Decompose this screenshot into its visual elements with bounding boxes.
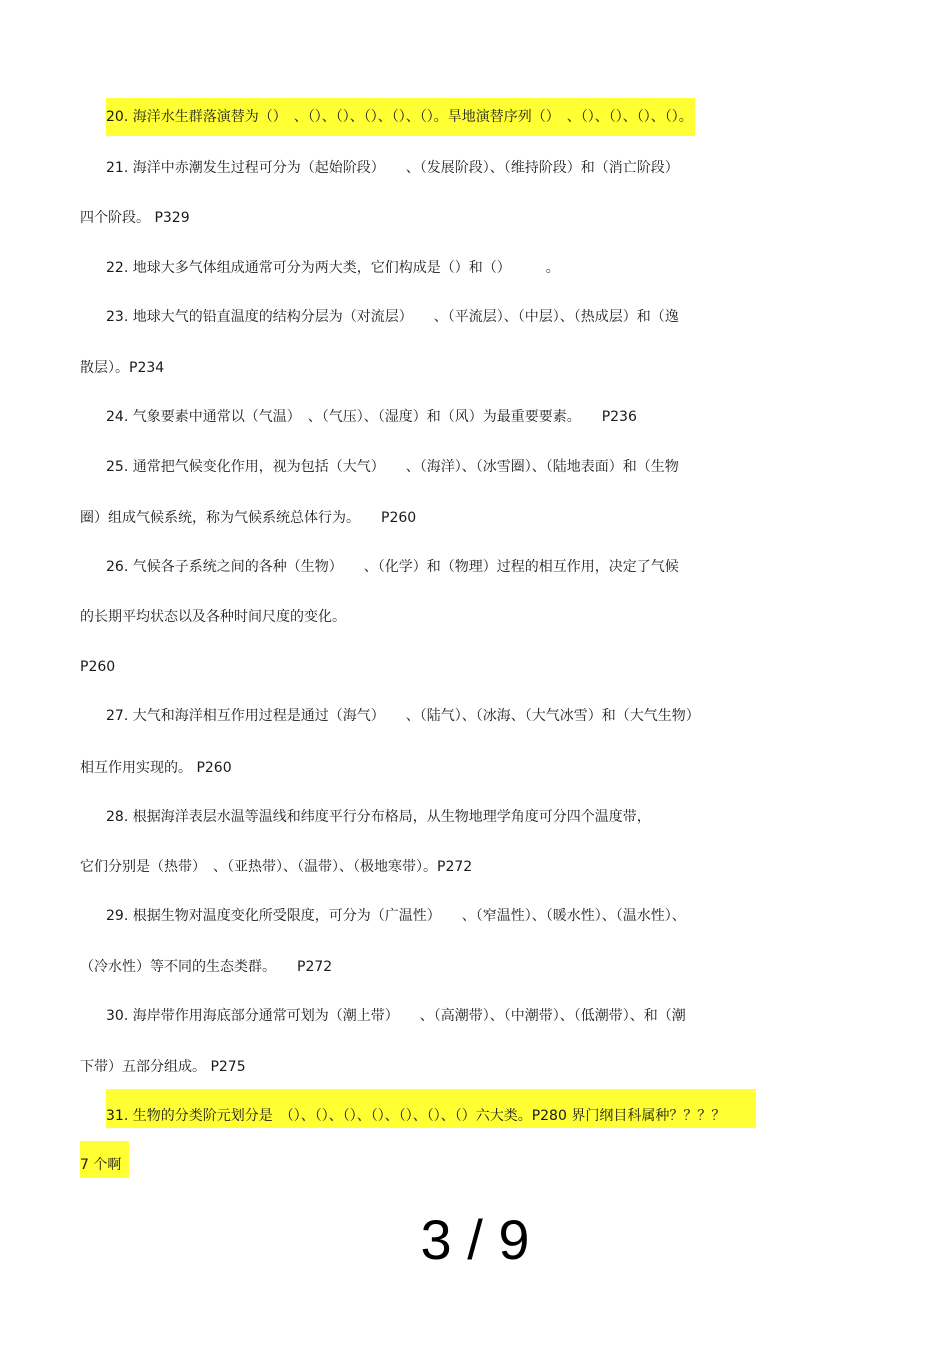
text-line: 四个阶段。 P329 bbox=[80, 210, 190, 226]
text-line: 27. 大气和海洋相互作用过程是通过（海气） 、（陆气）、（冰海、（大气冰雪）和（大气生物） bbox=[106, 708, 700, 724]
page-number: 3 / 9 bbox=[420, 1208, 530, 1271]
text-line: 22. 地球大多气体组成通常可分为两大类，它们构成是（）和（） 。 bbox=[106, 260, 560, 276]
text-line: 相互作用实现的。 P260 bbox=[80, 760, 232, 776]
text-line: 29. 根据生物对温度变化所受限度，可分为（广温性） 、（窄温性）、（暖水性）、（温水性）、 bbox=[106, 908, 686, 924]
text-line: 圈）组成气候系统，称为气候系统总体行为。 P260 bbox=[80, 510, 417, 526]
text-line: 30. 海岸带作用海底部分通常可划为（潮上带） 、（高潮带）、（中潮带）、（低潮带）、和（潮 bbox=[106, 1008, 686, 1024]
text-line: 21. 海洋中赤潮发生过程可分为（起始阶段） 、（发展阶段）、（维持阶段）和（消亡阶段） bbox=[106, 160, 679, 176]
text-line: 7 个啊 bbox=[80, 1157, 122, 1173]
text-line: P260 bbox=[80, 659, 116, 675]
text-line: 它们分别是（热带） 、（亚热带）、（温带）、（极地寒带）。P272 bbox=[80, 859, 473, 875]
text-line: 下带）五部分组成。 P275 bbox=[80, 1059, 246, 1075]
text-line: 28. 根据海洋表层水温等温线和纬度平行分布格局，从生物地理学角度可分四个温度带， bbox=[106, 809, 651, 825]
text-line: 的长期平均状态以及各种时间尺度的变化。 bbox=[80, 609, 346, 625]
text-line: （冷水性）等不同的生态类群。 P272 bbox=[80, 959, 333, 975]
text-line: 23. 地球大气的铅直温度的结构分层为（对流层） 、（平流层）、（中层）、（热成层）和（逸 bbox=[106, 309, 679, 325]
text-line: 24. 气象要素中通常以（气温） 、（气压）、（湿度）和（风）为最重要要素。 P236 bbox=[106, 409, 637, 425]
text-line: 26. 气候各子系统之间的各种（生物） 、（化学）和（物理）过程的相互作用，决定了气候 bbox=[106, 559, 679, 575]
text-line: 25. 通常把气候变化作用，视为包括（大气） 、（海洋）、（冰雪圈）、（陆地表面）和（生物 bbox=[106, 459, 679, 475]
text-line: 20. 海洋水生群落演替为（） 、（）、（）、（）、（）、（）。旱地演替序列（） 、（）、（）、（）、（）。 bbox=[106, 98, 695, 136]
text-line: 31. 生物的分类阶元划分是 （）、（）、（）、（）、（）、（）、（）六大类。P280 界门纲目科属种？？？？ bbox=[106, 1108, 726, 1124]
text-line: 散层）。P234 bbox=[80, 360, 165, 376]
